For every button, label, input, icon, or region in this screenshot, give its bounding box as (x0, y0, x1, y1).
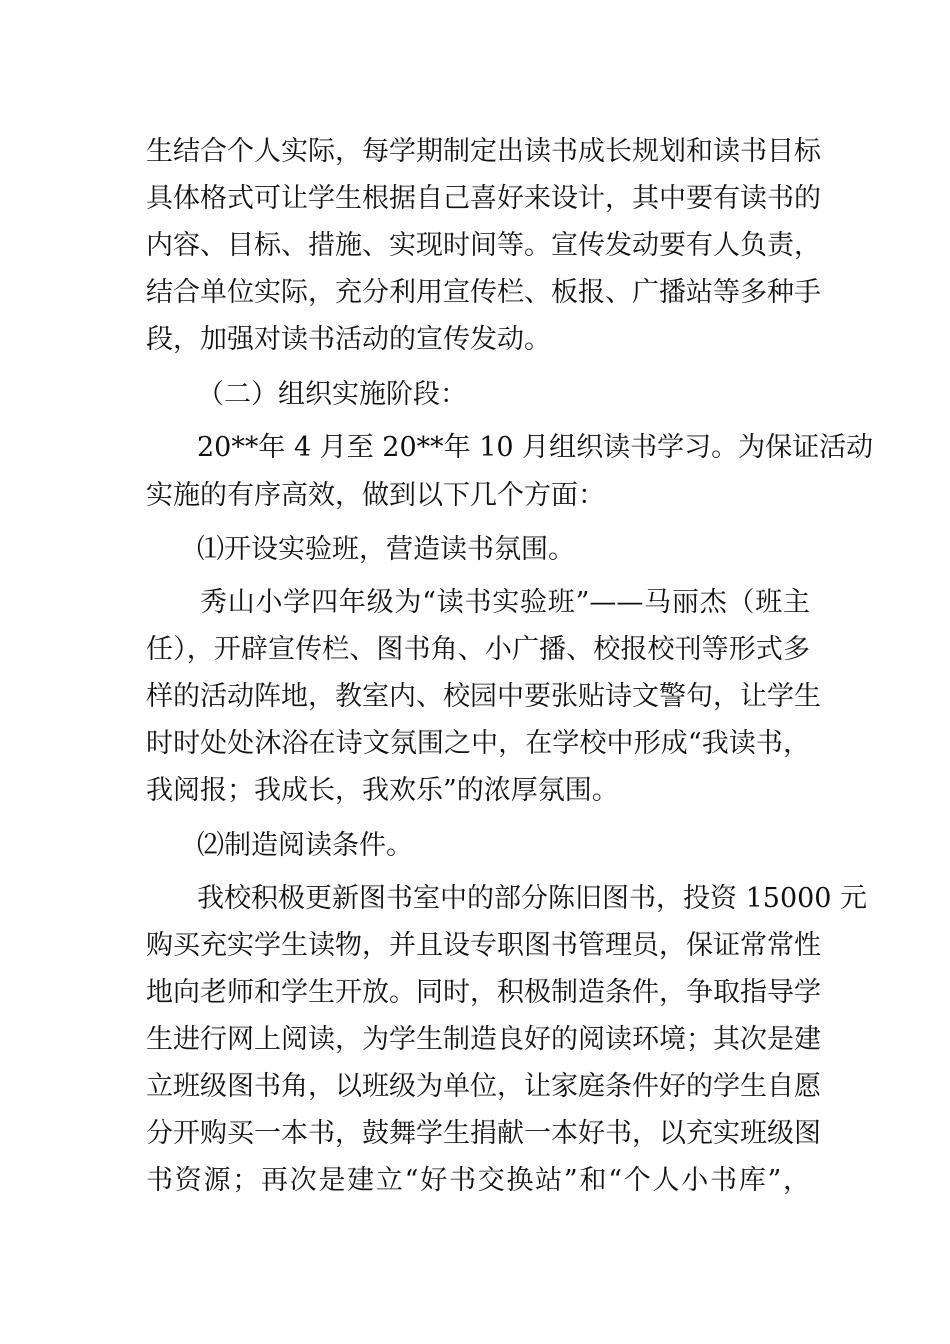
text-line-7: 20**年 4 月至 20**年 10 月组织读书学习。为保证活动 (197, 432, 874, 463)
text-line-22: 书资源；再次是建立“好书交换站”和“个人小书库”， (146, 1165, 810, 1196)
text-line-18: 地向老师和学生开放。同时，积极制造条件，争取指导学 (146, 977, 821, 1008)
section-heading: （二）组织实施阶段： (197, 379, 467, 410)
text-line-16: 我校积极更新图书室中的部分陈旧图书，投资 15000 元 (197, 883, 868, 914)
text-line-2: 具体格式可让学生根据自己喜好来设计，其中要有读书的 (146, 183, 821, 214)
text-line-20: 立班级图书角，以班级为单位，让家庭条件好的学生自愿 (146, 1071, 821, 1102)
text-line-1: 生结合个人实际，每学期制定出读书成长规划和读书目标 (146, 136, 821, 167)
subsection-heading-2: ⑵制造阅读条件。 (197, 830, 413, 861)
text-line-12: 样的活动阵地，教室内、校园中要张贴诗文警句，让学生 (146, 681, 821, 712)
text-line-14: 我阅报；我成长，我欢乐”的浓厚氛围。 (146, 775, 619, 806)
text-line-21: 分开购买一本书，鼓舞学生捐献一本好书，以充实班级图 (146, 1118, 821, 1149)
text-line-19: 生进行网上阅读，为学生制造良好的阅读环境；其次是建 (146, 1024, 821, 1055)
text-line-4: 结合单位实际，充分利用宣传栏、板报、广播站等多种手 (146, 277, 821, 308)
text-line-11: 任），开辟宣传栏、图书角、小广播、校报校刊等形式多 (146, 634, 810, 665)
text-line-13: 时时处处沐浴在诗文氛围之中，在学校中形成“我读书， (146, 728, 810, 759)
text-line-8: 实施的有序高效，做到以下几个方面： (146, 480, 605, 511)
text-line-3: 内容、目标、措施、实现时间等。宣传发动要有人负责， (146, 230, 821, 261)
text-line-5: 段，加强对读书活动的宣传发动。 (146, 324, 551, 355)
text-line-10: 秀山小学四年级为“读书实验班”——马丽杰（班主 (200, 587, 810, 618)
subsection-heading-1: ⑴开设实验班，营造读书氛围。 (197, 534, 575, 565)
text-line-17: 购买充实学生读物，并且设专职图书管理员，保证常常性 (146, 930, 821, 961)
